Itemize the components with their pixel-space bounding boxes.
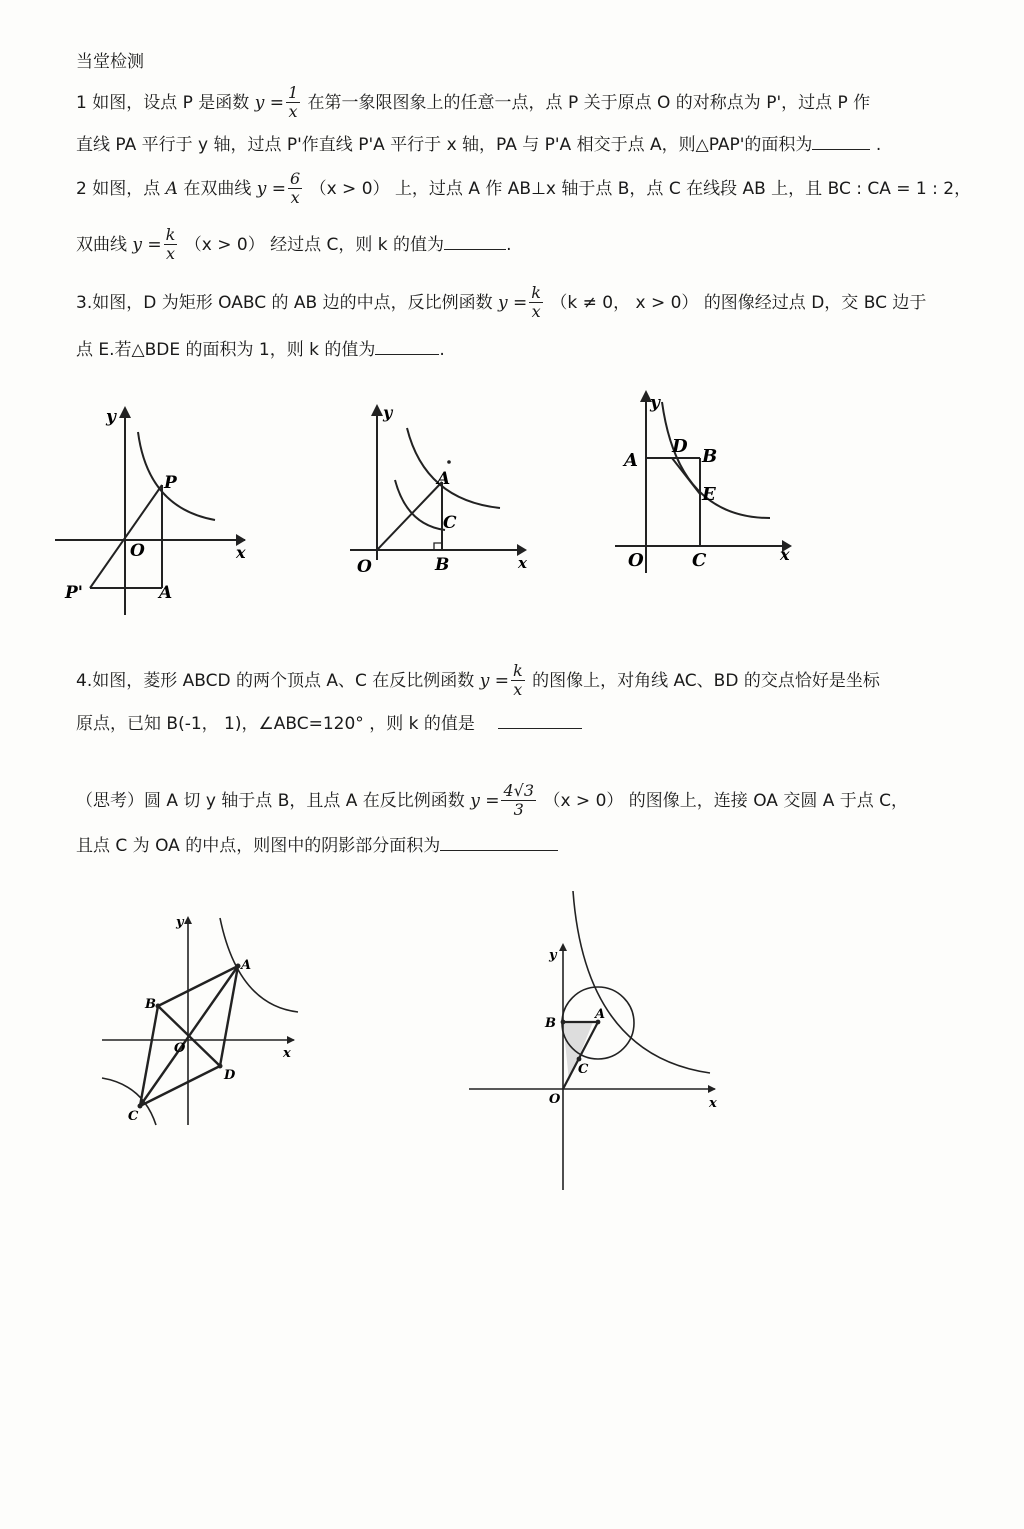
q1-line1: 1 如图，设点 P 是函数 y = $\frac{1}{x}$ 在第一象限图象上的任意一点，点 P 关于原点 O 的对称点为 P'，过点 P 作 — [76, 83, 871, 122]
fig2-label-C: C — [443, 513, 457, 533]
fig3-label-x: x — [780, 545, 790, 564]
fig4-diagonal-BD — [158, 1006, 220, 1066]
q3-answer-blank[interactable] — [375, 353, 439, 355]
q2-fraction-2: $\frac{k}{x}$ — [165, 225, 176, 264]
q2-line1: 2 如图，点 A 在双曲线 y = $\frac{6}{x}$ （x > 0） 上，过点 A 作 AB⊥x 轴于点 B，点 C 在线段 AB 上，且 BC : CA = 1 : 2， — [76, 169, 972, 208]
fig2-line-OA — [377, 482, 442, 550]
q5-line2: 且点 C 为 OA 的中点，则图中的阴影部分面积为 — [76, 838, 558, 855]
fig2-right-angle — [434, 543, 442, 550]
q4-line1: 4.如图，菱形 ABCD 的两个顶点 A、C 在反比例函数 y = $\frac{k}{x}$ 的图像上，对角线 AC、BD 的交点恰好是坐标 — [76, 661, 880, 700]
fig3-label-D: D — [672, 436, 688, 457]
fig4-label-x: x — [283, 1046, 291, 1061]
fig4-label-y: y — [176, 915, 184, 930]
fig1-label-Pp: P' — [65, 583, 83, 603]
fig2-dot — [447, 460, 451, 464]
fig5-label-O: O — [549, 1092, 561, 1107]
fig4-label-A: A — [241, 958, 252, 973]
figure-5 — [465, 885, 725, 1195]
fig3-label-A: A — [624, 450, 638, 471]
figure-1 — [50, 400, 260, 620]
fig4-label-B: B — [145, 997, 156, 1012]
fig5-label-B: B — [545, 1016, 556, 1031]
fig4-side-AB — [158, 966, 238, 1006]
fig1-label-x: x — [236, 543, 246, 562]
figure-2 — [345, 400, 535, 580]
fig3-line-DE — [672, 458, 700, 494]
q1-line2: 直线 PA 平行于 y 轴，过点 P'作直线 P'A 平行于 x 轴，PA 与 P'A 相交于点 A，则△PAP'的面积为 . — [76, 135, 882, 155]
q2-line2: 双曲线 y = $\frac{k}{x}$ （x > 0） 经过点 C，则 k 的值为 . — [76, 225, 512, 264]
fig4-label-D: D — [224, 1068, 236, 1083]
fig1-label-y: y — [106, 407, 116, 427]
q5-answer-blank[interactable] — [440, 849, 558, 851]
fig3-label-O: O — [628, 550, 644, 571]
fig1-label-A: A — [159, 583, 173, 603]
fig3-label-E: E — [702, 484, 716, 505]
q5-line1: （思考）圆 A 切 y 轴于点 B，且点 A 在反比例函数 y = $\frac{4√3}{3}$ （x > 0） 的图像上，连接 OA 交圆 A 于点 C， — [76, 781, 909, 820]
fig5-hyperbola — [573, 891, 710, 1073]
fig4-label-O: O — [174, 1041, 186, 1056]
q3-line1: 3.如图，D 为矩形 OABC 的 AB 边的中点，反比例函数 y = $\frac{k}{x}$ （k ≠ 0， x > 0） 的图像经过点 D，交 BC 边于 — [76, 283, 927, 322]
fig2-label-O: O — [357, 557, 372, 577]
q1-fraction: $\frac{1}{x}$ — [287, 83, 299, 122]
fig4-y-arrow — [184, 916, 192, 924]
q2-fraction: $\frac{6}{x}$ — [290, 169, 301, 208]
q5-fraction: $\frac{4√3}{3}$ — [503, 781, 535, 820]
fig5-label-y: y — [549, 948, 557, 963]
fig2-label-y: y — [383, 403, 393, 422]
fig4-side-DA — [220, 966, 238, 1066]
fig5-label-A: A — [595, 1007, 606, 1022]
fig5-label-x: x — [709, 1096, 717, 1111]
fig4-x-arrow — [287, 1036, 295, 1044]
fig5-y-arrow — [559, 943, 567, 951]
fig4-side-CD — [140, 1066, 220, 1106]
fig4-label-C: C — [128, 1109, 139, 1124]
fig1-label-P: P — [164, 473, 177, 493]
q3-fraction: $\frac{k}{x}$ — [531, 283, 541, 322]
q2-answer-blank[interactable] — [444, 248, 506, 250]
fig1-y-arrow — [119, 406, 131, 418]
fig1-label-O: O — [130, 541, 145, 561]
q4-line2: 原点，已知 B(-1， 1)，∠ABC=120° ，则 k 的值是 — [76, 716, 582, 733]
q4-answer-blank[interactable] — [498, 727, 582, 729]
q3-line2: 点 E.若△BDE 的面积为 1，则 k 的值为 . — [76, 340, 445, 360]
fig2-label-x: x — [518, 554, 527, 572]
fig3-label-B: B — [702, 446, 718, 467]
fig4-side-BC — [140, 1006, 158, 1106]
fig5-label-C: C — [578, 1062, 589, 1077]
section-heading: 当堂检测 — [76, 52, 144, 72]
fig2-outer-hyperbola — [407, 428, 500, 508]
fig3-label-y: y — [650, 393, 660, 413]
fig2-label-A: A — [437, 469, 451, 489]
fig2-y-arrow — [371, 404, 383, 416]
fig3-label-C: C — [692, 550, 707, 571]
fig2-label-B: B — [435, 555, 450, 575]
figure-4 — [98, 910, 303, 1130]
fig5-x-arrow — [708, 1085, 716, 1093]
q1-answer-blank[interactable] — [812, 148, 870, 150]
q4-fraction: $\frac{k}{x}$ — [512, 661, 523, 700]
figure-3 — [610, 388, 805, 578]
